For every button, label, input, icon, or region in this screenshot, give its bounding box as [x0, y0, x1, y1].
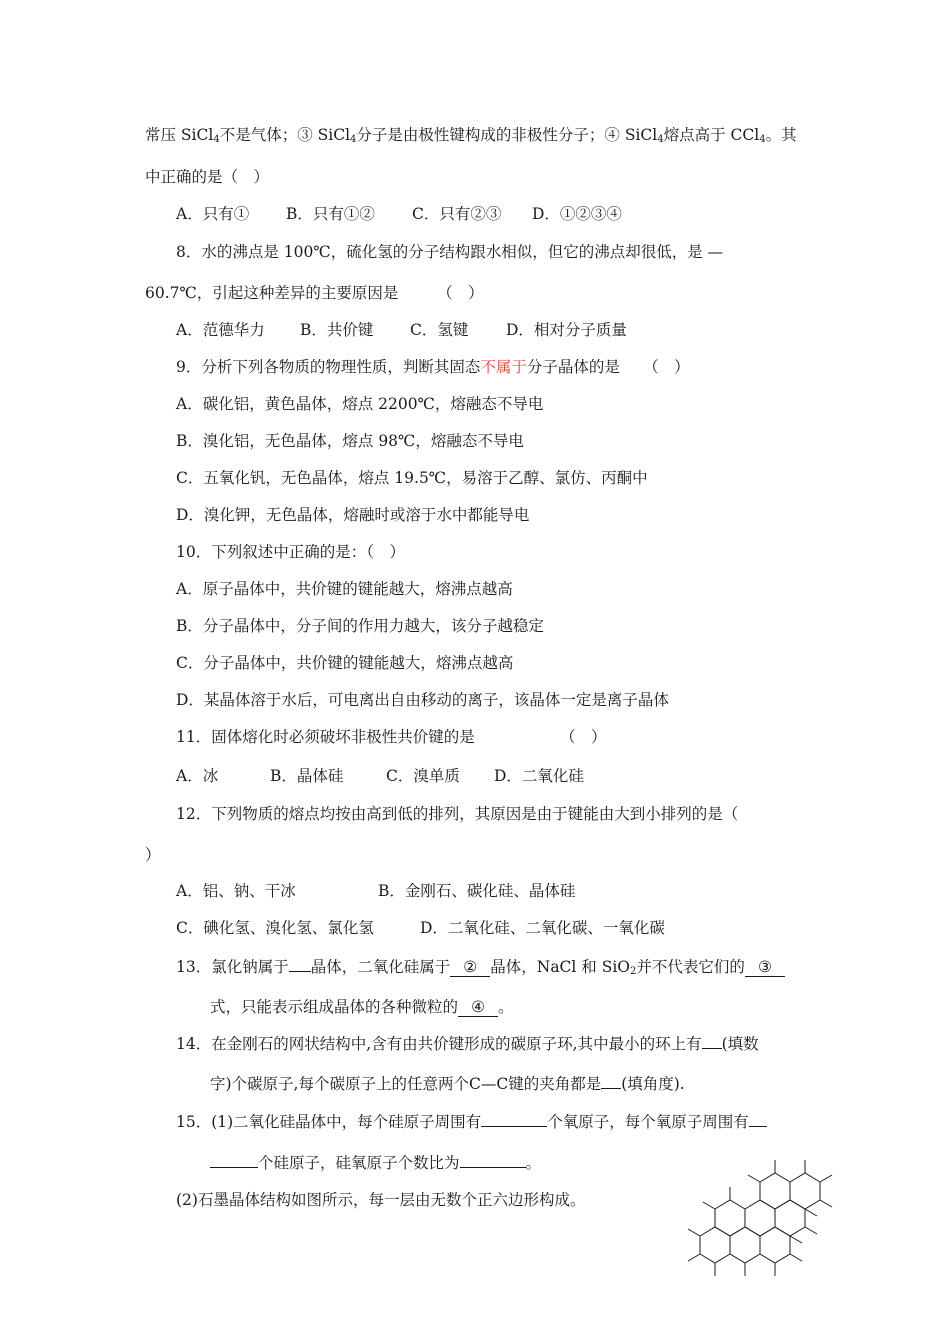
hexagon [775, 1200, 805, 1236]
hexagon [700, 1227, 730, 1263]
q12-option-b: B．金刚石、碳化硅、晶体硅 [378, 882, 576, 900]
q8-line2: 60.7℃，引起这种差异的主要原因是 （ ） [145, 284, 484, 302]
q12-option-a: A．铝、钠、干冰 [176, 882, 296, 900]
q13-line2: 式，只能表示组成晶体的各种微粒的 ④ 。 [210, 998, 514, 1016]
q8-option-d: D．相对分子质量 [506, 321, 627, 339]
q15-line2: 个硅原子，硅氧原子个数比为 。 [210, 1152, 541, 1174]
q12-options-ab [176, 880, 575, 902]
q7-option-b: B．只有①② [286, 205, 375, 223]
q10-option-a: A．原子晶体中，共价键的键能越大，熔沸点越高 [176, 580, 513, 598]
hexagon [760, 1227, 790, 1263]
q14-line1: 14．在金刚石的网状结构中,含有由共价键形成的碳原子环,其中最小的环上有 (填数 [176, 1035, 759, 1053]
q15-blank-2b[interactable] [210, 1167, 258, 1168]
q11-options [176, 765, 584, 787]
q7-options [176, 203, 622, 225]
q15-blank-2a[interactable] [749, 1126, 767, 1127]
q8-option-a: A．范德华力 [176, 321, 265, 339]
q7-option-c: C．只有②③ [412, 205, 502, 223]
q15-blank-3[interactable] [460, 1167, 526, 1168]
q9-option-a: A．碳化铝，黄色晶体，熔点 2200℃，熔融态不导电 [176, 395, 544, 413]
q14-line2: 字)个碳原子,每个碳原子上的任意两个C—C键的夹角都是 (填角度). [210, 1075, 685, 1093]
hexagon [745, 1200, 775, 1236]
q10-stem: 10．下列叙述中正确的是：（ ） [176, 543, 405, 561]
q12-options-cd [176, 917, 665, 939]
q10-option-b: B．分子晶体中，分子间的作用力越大，该分子越稳定 [176, 617, 544, 635]
q10-option-c: C．分子晶体中，共价键的键能越大，熔沸点越高 [176, 654, 514, 672]
q8-options [176, 319, 627, 341]
q12-option-d: D．二氧化硅、二氧化碳、一氧化碳 [420, 919, 665, 937]
q8-option-b: B．共价键 [300, 321, 374, 339]
q11-option-b: B．晶体硅 [270, 767, 344, 785]
q10-option-d: D．某晶体溶于水后，可电离出自由移动的离子，该晶体一定是离子晶体 [176, 691, 669, 709]
q13-line1: 13．氯化钠属于 晶体，二氧化硅属于 ② 晶体，NaCl 和 SiO$_2$并不代表它们的 ③ [176, 956, 785, 978]
hexagon [790, 1173, 820, 1209]
q14-blank-1[interactable] [702, 1048, 722, 1049]
q12-line2: ） [145, 846, 161, 864]
q9-stem: 9．分析下列各物质的物理性质，判断其固态不属于分子晶体的是 （ ） [176, 358, 690, 376]
q12-line1: 12．下列物质的熔点均按由高到低的排列，其原因是由于键能由大到小排列的是（ [176, 805, 739, 823]
q9-option-b: B．溴化铝，无色晶体，熔点 98℃，熔融态不导电 [176, 432, 524, 450]
q13-blank-3[interactable]: ③ [745, 958, 785, 977]
hexagon [730, 1227, 760, 1263]
q13-blank-4[interactable]: ④ [458, 998, 498, 1017]
q7-line1: 常压 SiCl$_4$不是气体；③ SiCl$_4$分子是由极性键构成的非极性分子；④ SiCl$_4$熔点高于 CCl$_4$。其 [145, 126, 797, 145]
q11-option-c: C．溴单质 [386, 767, 460, 785]
hexagon [715, 1200, 745, 1236]
hexagon [760, 1173, 790, 1209]
q9-option-d: D．溴化钾，无色晶体，熔融时或溶于水中都能导电 [176, 506, 530, 524]
graphite-structure-diagram [680, 1150, 845, 1280]
q11-stem: 11．固体熔化时必须破坏非极性共价键的是 （ ） [176, 728, 607, 746]
q9-option-c: C．五氧化钒，无色晶体，熔点 19.5℃，易溶于乙醇、氯仿、丙酮中 [176, 469, 648, 487]
q15-line1: 15．(1)二氧化硅晶体中，每个硅原子周围有 个氧原子，每个氧原子周围有 [176, 1111, 767, 1133]
q7-option-d: D．①②③④ [532, 205, 622, 223]
q9-emphasis: 不属于 [480, 358, 527, 376]
q8-option-c: C．氢键 [410, 321, 469, 339]
q15-blank-1[interactable] [481, 1126, 547, 1127]
q12-option-c: C．碘化氢、溴化氢、氯化氢 [176, 919, 374, 937]
q11-option-d: D．二氧化硅 [494, 767, 584, 785]
q7-line2: 中正确的是（ ） [145, 168, 270, 186]
q11-option-a: A．冰 [176, 767, 219, 785]
q7-option-a: A．只有① [176, 205, 250, 223]
q13-blank-1[interactable] [289, 971, 311, 972]
q13-blank-2[interactable]: ② [450, 958, 490, 977]
q8-line1: 8．水的沸点是 100℃，硫化氢的分子结构跟水相似，但它的沸点却很低，是 — [176, 243, 724, 261]
q15-part2: (2)石墨晶体结构如图所示，每一层由无数个正六边形构成。 [176, 1191, 586, 1209]
q14-blank-2[interactable] [601, 1088, 621, 1089]
